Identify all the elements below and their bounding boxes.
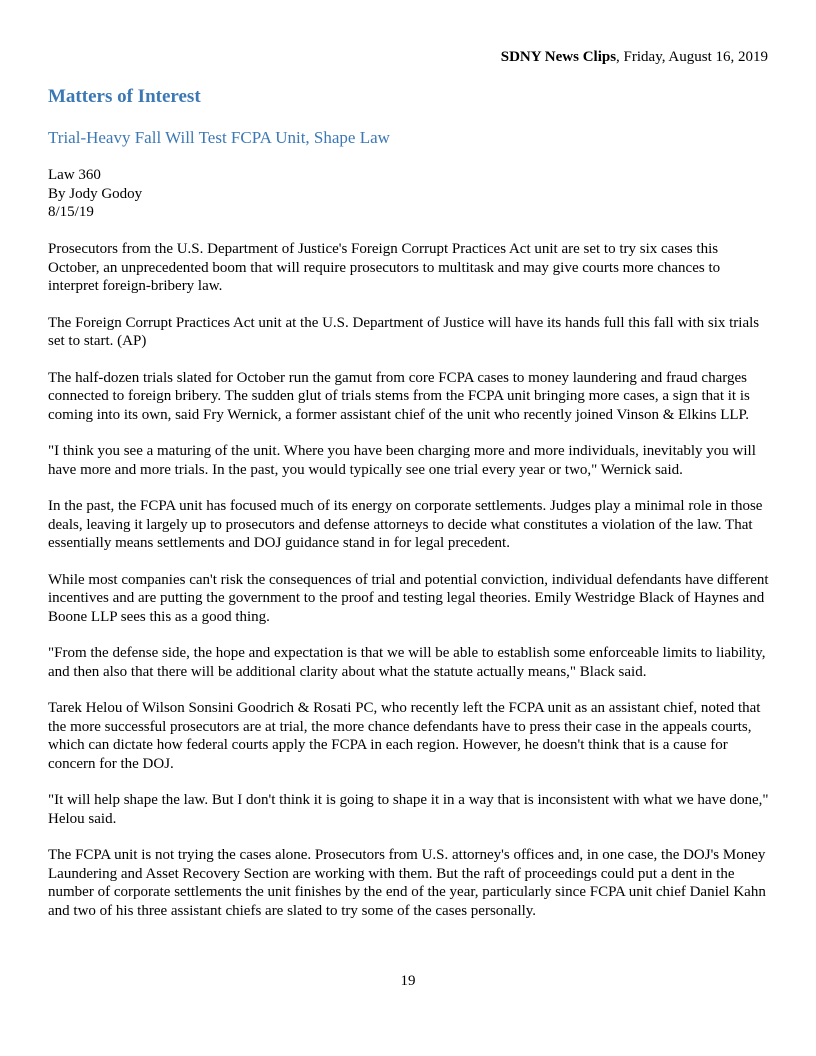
article-date: 8/15/19 (48, 204, 94, 220)
header-date: , Friday, August 16, 2019 (616, 49, 768, 65)
publication-name: SDNY News Clips (500, 49, 617, 65)
article-paragraph: While most companies can't risk the consequences of trial and potential conviction, individual defendants have different incentives and are putting the government to the proof and testing legal theories. Emily Westridge Black of Haynes and Boone LLP sees this as a good thing. (48, 571, 769, 625)
page-number: 19 (400, 973, 416, 989)
article-paragraph: Prosecutors from the U.S. Department of Justice's Foreign Corrupt Practices Act unit are set to try six cases this October, an unprecedented boom that will require prosecutors to multitask and may give courts more chances to interpret foreign-bribery law. (48, 241, 721, 294)
article-source: Law 360 (48, 167, 101, 183)
article-title: Trial-Heavy Fall Will Test FCPA Unit, Shape Law (48, 128, 390, 147)
section-title: Matters of Interest (48, 86, 201, 107)
article-paragraph: The Foreign Corrupt Practices Act unit at the U.S. Department of Justice will have its hands full this fall with six trials set to start. (AP) (48, 314, 760, 349)
article-body (48, 240, 770, 938)
article-meta (48, 166, 142, 222)
article-paragraph: In the past, the FCPA unit has focused much of its energy on corporate settlements. Judges play a minimal role in those deals, leaving it largely up to prosecutors and defense attorneys to decide what constitutes a violation of the law. That essentially means settlements and DOJ guidance stand in for legal precedent. (48, 498, 763, 551)
article-paragraph: "It will help shape the law. But I don't think it is going to shape it in a way that is inconsistent with what we have done," Helou said. (48, 792, 769, 827)
article-paragraph: The FCPA unit is not trying the cases alone. Prosecutors from U.S. attorney's offices and, in one case, the DOJ's Money Laundering and Asset Recovery Section are working with them. But the raft of proceedings could put a dent in the number of corporate settlements the unit finishes by the end of the year, particularly since FCPA unit chief Daniel Kahn and two of his three assistant chiefs are slated to try some of the cases personally. (48, 847, 766, 919)
page-header (501, 48, 768, 66)
article-byline: By Jody Godoy (48, 185, 143, 202)
article-paragraph: "From the defense side, the hope and expectation is that we will be able to establish some enforceable limits to liability, and then also that there will be additional clarity about what the statute actually means," Black said. (48, 645, 766, 680)
article-paragraph: "I think you see a maturing of the unit. Where you have been charging more and more individuals, inevitably you will have more and more trials. In the past, you would typically see one trial every year or two," Wernick said. (48, 443, 756, 478)
document-page (48, 0, 770, 1056)
article-paragraph: The half-dozen trials slated for October run the gamut from core FCPA cases to money laundering and fraud charges connected to foreign bribery. The sudden glut of trials stems from the FCPA unit bringing more cases, a sign that it is coming into its own, said Fry Wernick, a former assistant chief of the unit who recently joined Vinson & Elkins LLP. (48, 369, 750, 423)
article-paragraph: Tarek Helou of Wilson Sonsini Goodrich & Rosati PC, who recently left the FCPA unit as an assistant chief, noted that the more successful prosecutors are at trial, the more chance defendants have to press their case in the appeals courts, which can dictate how federal courts apply the FCPA in each region. However, he doesn't think that is a cause for concern for the DOJ. (48, 700, 761, 772)
